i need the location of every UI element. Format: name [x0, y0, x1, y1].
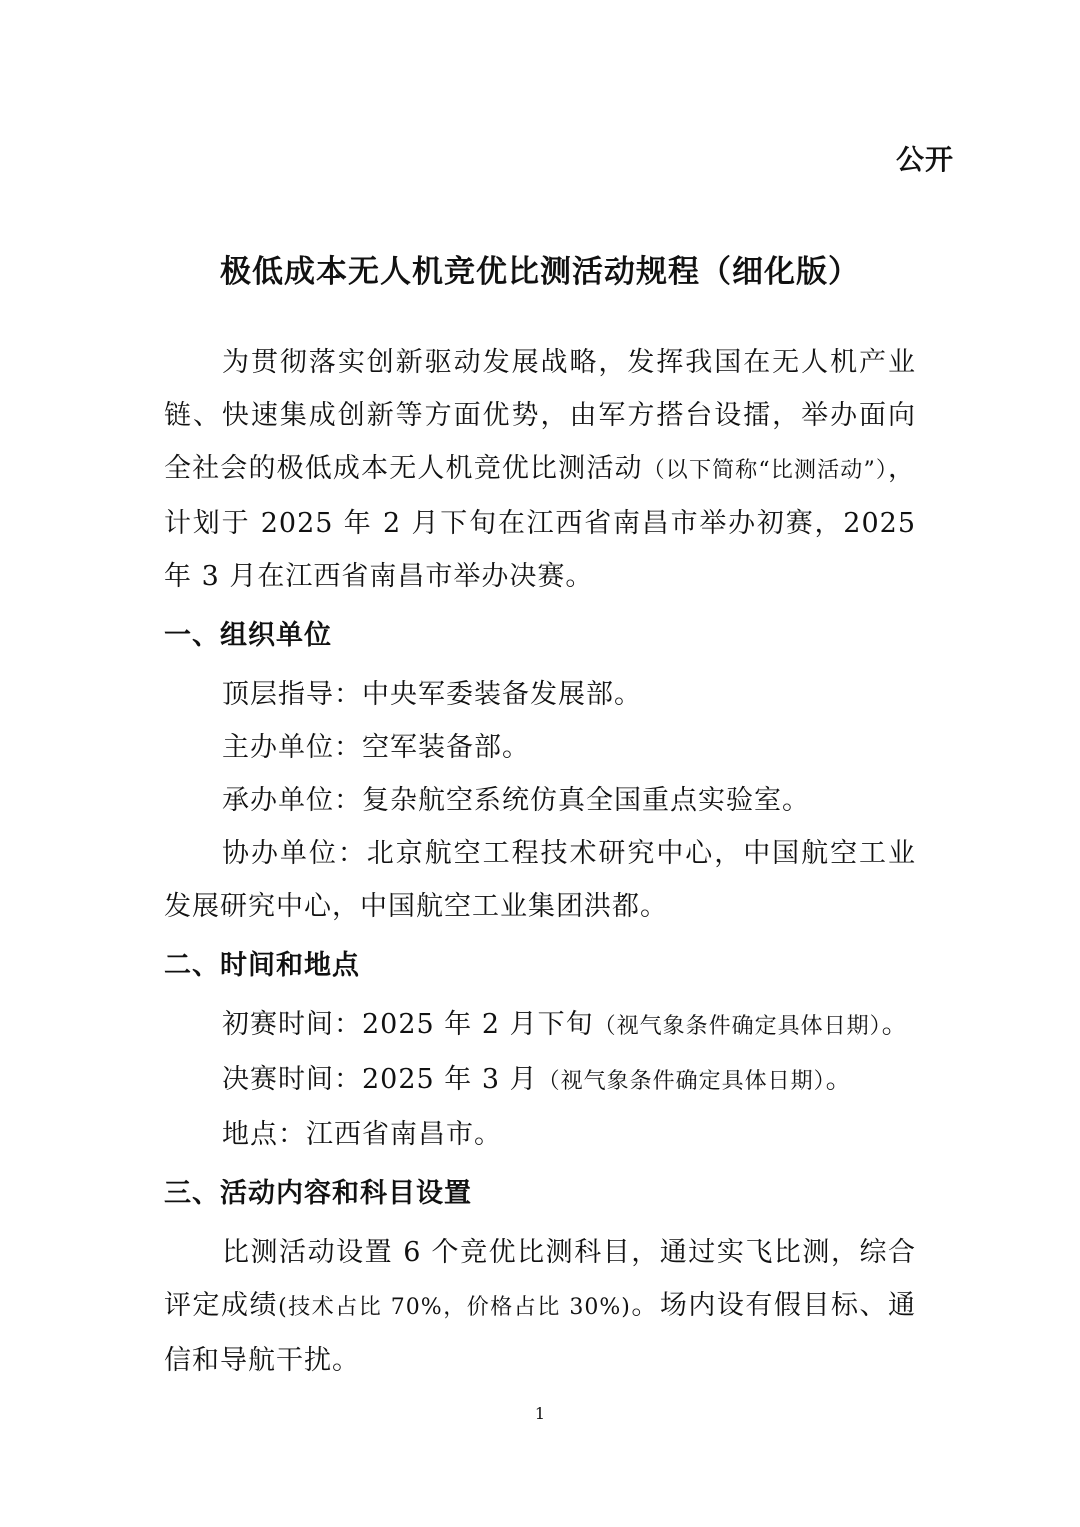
- intro-note: （以下简称“比测活动”）: [642, 458, 888, 483]
- final-time-note: （视气象条件确定具体日期）: [537, 1069, 826, 1094]
- host-line: 主办单位：空军装备部。: [222, 732, 530, 763]
- intro-text-end: ，计划于 2025 年 2 月下旬在江西省南昌市举办初赛，2025 年 3 月在江西省南昌市举办决赛。: [164, 453, 916, 592]
- co-organizer-line: 协办单位：北京航空工程技术研究中心，中国航空工业发展研究中心，中国航空工业集团洪都。: [164, 838, 916, 922]
- final-time-end: 。: [825, 1064, 854, 1095]
- final-time-text: 决赛时间：2025 年 3 月: [222, 1064, 538, 1095]
- prelim-time-line: [164, 998, 916, 1053]
- document-body: [164, 336, 916, 1387]
- prelim-time-end: 。: [881, 1009, 910, 1040]
- classification-marking: 公开: [895, 143, 954, 176]
- content-text-end: 。场内设有假目标、通信和导航干扰。: [164, 1290, 917, 1376]
- section-heading-time-place: 二、时间和地点: [164, 950, 360, 981]
- location-line: 地点：江西省南昌市。: [222, 1119, 502, 1150]
- content-paragraph: [164, 1226, 916, 1387]
- section-heading-organization: 一、组织单位: [164, 620, 332, 651]
- page-number: 1: [534, 1404, 546, 1423]
- prelim-time-note: （视气象条件确定具体日期）: [593, 1014, 882, 1039]
- content-text: 比测活动设置 6 个竞优比测科目，通过实飞比测，综合评定成绩: [164, 1237, 916, 1321]
- intro-paragraph: [164, 336, 916, 603]
- organizer-line: 承办单位：复杂航空系统仿真全国重点实验室。: [222, 785, 810, 816]
- guidance-line: 顶层指导：中央军委装备发展部。: [222, 679, 642, 710]
- prelim-time-text: 初赛时间：2025 年 2 月下旬: [222, 1009, 594, 1040]
- intro-text: 为贯彻落实创新驱动发展战略，发挥我国在无人机产业链、快速集成创新等方面优势，由军方搭台设擂，举办面向全社会的极低成本无人机竞优比测活动: [164, 347, 916, 484]
- final-time-line: [164, 1053, 916, 1108]
- content-note: (技术占比 70%，价格占比 30%): [278, 1295, 631, 1320]
- document-title: 极低成本无人机竞优比测活动规程（细化版）: [220, 254, 860, 290]
- section-heading-content: 三、活动内容和科目设置: [164, 1178, 472, 1209]
